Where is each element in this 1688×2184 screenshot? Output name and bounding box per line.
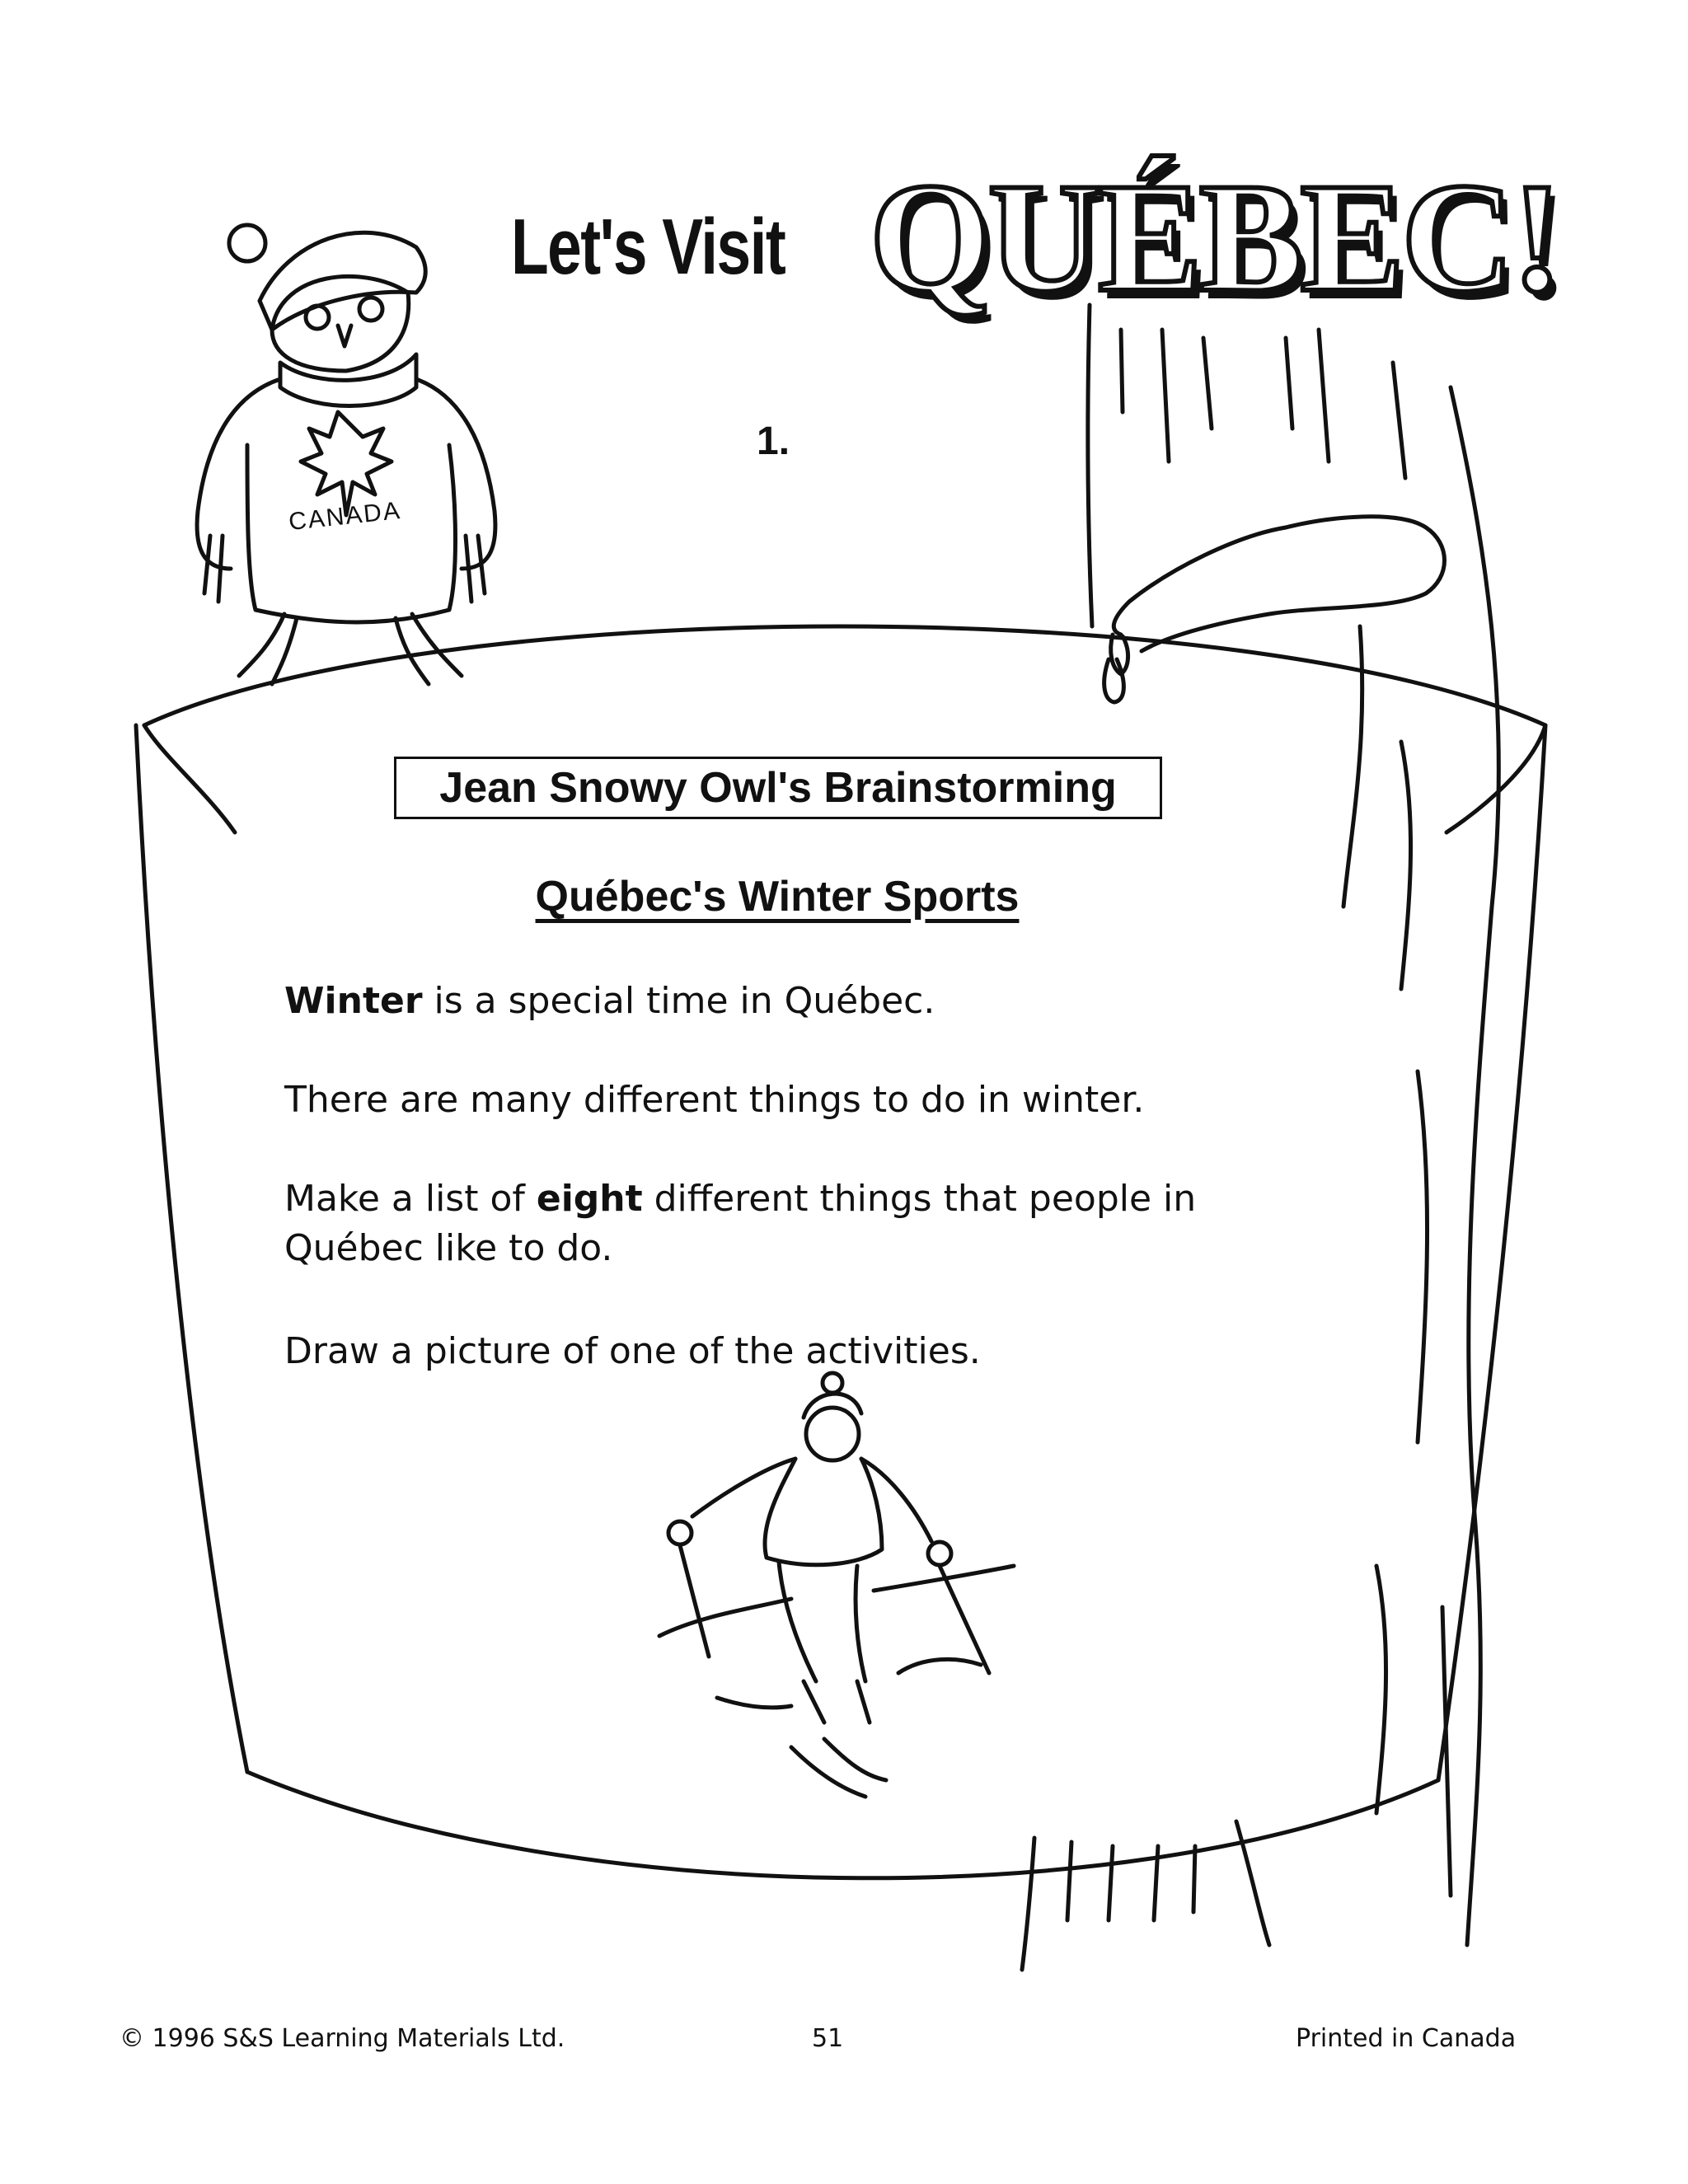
paragraph-3 [284,1174,1273,1273]
skier-illustration [659,1373,1014,1797]
brainstorming-heading-box [394,757,1162,819]
paragraph-1-rest: is a special time in Québec. [422,980,935,1022]
paragraph-3-rest: different things that people in Québec like to do. [284,1178,1197,1269]
brainstorming-heading: Jean Snowy Owl's Brainstorming [439,764,1117,812]
section-subtitle: Québec's Winter Sports [535,873,1020,921]
paragraph-2: There are many different things to do in winter. [284,1079,1145,1121]
question-number: 1. [757,419,790,463]
title-quebec: QUÉBEC! [870,152,1560,325]
paragraph-1 [284,977,1273,1026]
winter-bold: Winter [284,980,423,1022]
tree-trunk [1022,305,1498,1970]
title-lets-visit: Let's Visit [511,203,785,291]
footer-copyright: © 1996 S&S Learning Materials Ltd. [120,2024,565,2053]
paragraph-4: Draw a picture of one of the activities. [284,1330,981,1372]
eight-bold: eight [536,1178,643,1220]
sap-spout [1104,517,1445,702]
sweater-text: CANADA [287,496,403,537]
footer-page-number: 51 [812,2024,844,2053]
footer-printed: Printed in Canada [1296,2024,1517,2053]
owl-character [197,225,495,684]
paragraph-3-start: Make a list of [284,1178,537,1220]
